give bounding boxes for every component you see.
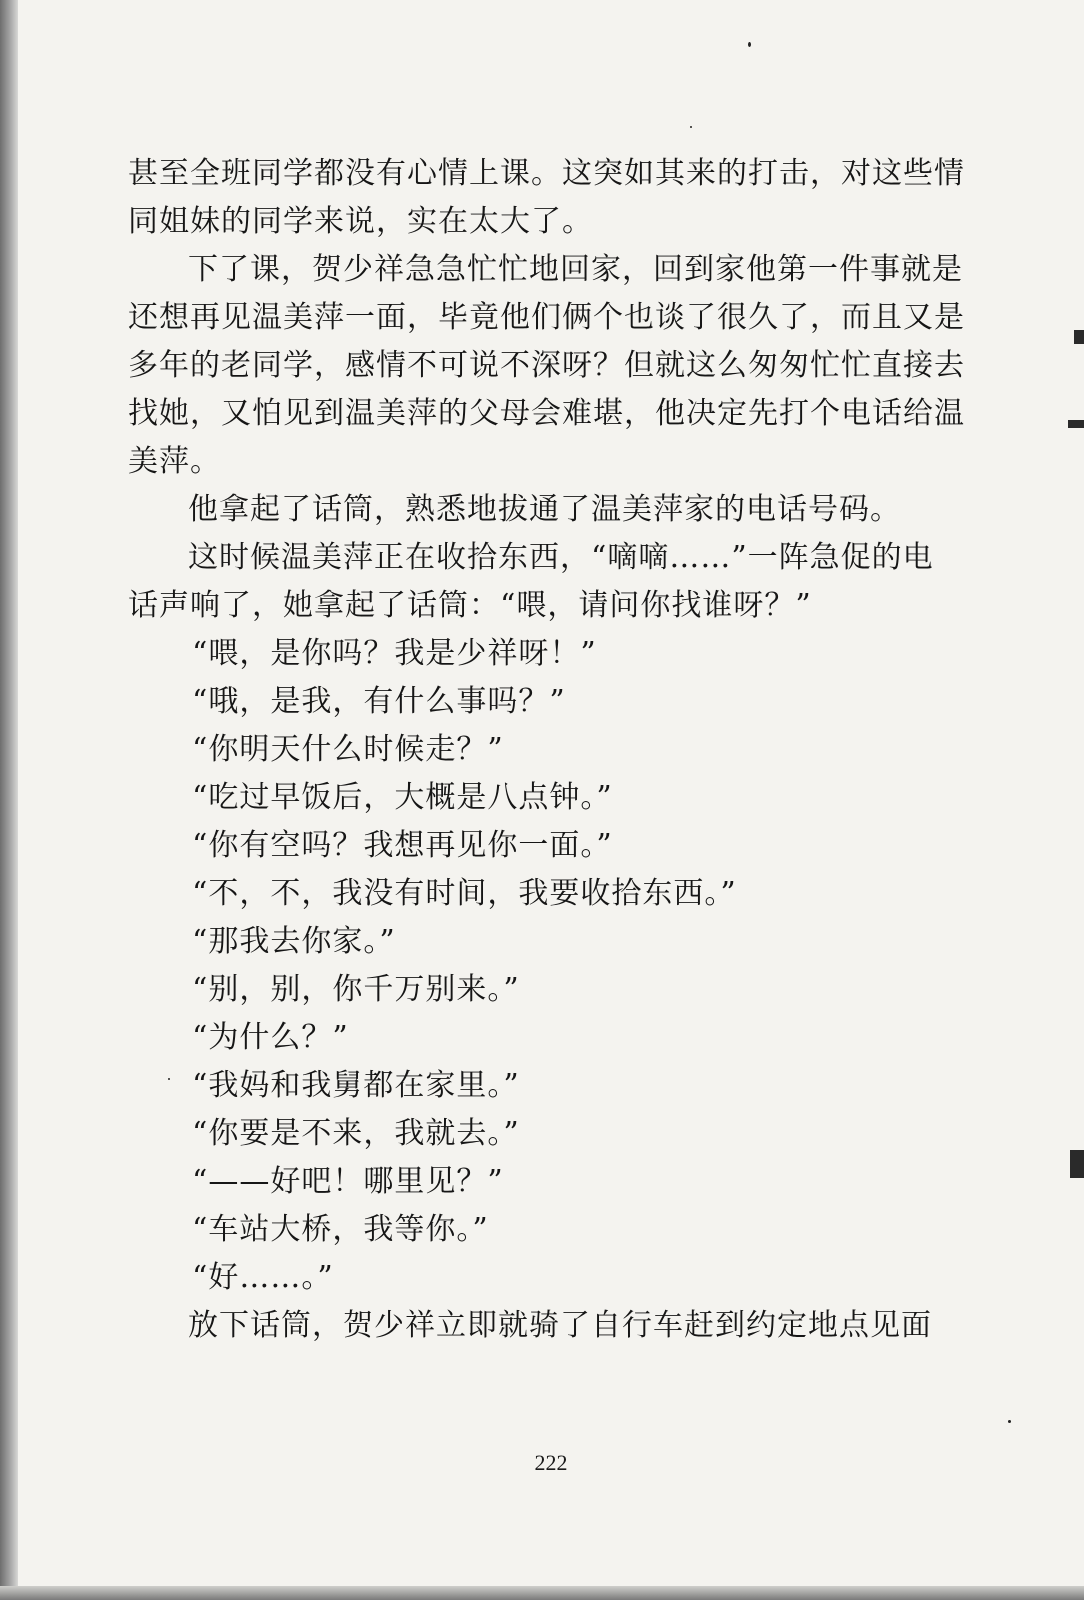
dialogue-line: “你要是不来，我就去。” [192, 1116, 520, 1151]
paragraph-start-line: 这时候温美萍正在收拾东西，“嘀嘀……”一阵急促的电 [188, 540, 934, 575]
scan-speck [690, 126, 692, 128]
dialogue-line: “你有空吗？我想再见你一面。” [192, 828, 613, 863]
dialogue-line: “不，不，我没有时间，我要收拾东西。” [192, 876, 737, 911]
body-text [128, 150, 978, 1350]
text-line: 话声响了，她拿起了话筒：“喂，请问你找谁呀？” [128, 588, 812, 623]
text-line: 同姐妹的同学来说，实在太大了。 [128, 204, 593, 239]
paragraph-start-line: 他拿起了话筒，熟悉地拔通了温美萍家的电话号码。 [188, 492, 901, 527]
dialogue-line: “吃过早饭后，大概是八点钟。” [192, 780, 613, 815]
dialogue-line: “——好吧！哪里见？” [192, 1164, 504, 1199]
dialogue-line: “我妈和我舅都在家里。” [192, 1068, 520, 1103]
dialogue-line: “车站大桥，我等你。” [192, 1212, 489, 1247]
paragraph-start-line: 下了课，贺少祥急急忙忙地回家，回到家他第一件事就是 [188, 252, 963, 287]
text-line: 多年的老同学，感情不可说不深呀？但就这么匆匆忙忙直接去 [128, 348, 965, 383]
scan-left-shadow [0, 0, 18, 1600]
scan-speck [748, 42, 751, 47]
dialogue-line: “那我去你家。” [192, 924, 396, 959]
book-page [18, 0, 1084, 1600]
text-line: 还想再见温美萍一面，毕竟他们俩个也谈了很久了，而且又是 [128, 300, 965, 335]
scan-speck [168, 1078, 170, 1080]
scan-bottom-edge [0, 1586, 1084, 1600]
scan-edge-mark [1074, 330, 1084, 344]
dialogue-line: “喂，是你吗？我是少祥呀！” [192, 636, 597, 671]
dialogue-line: “别，别，你千万别来。” [192, 972, 520, 1007]
dialogue-line: “你明天什么时候走？” [192, 732, 504, 767]
dialogue-line: “哦，是我，有什么事吗？” [192, 684, 566, 719]
scan-speck [1008, 1420, 1011, 1423]
text-line: 找她，又怕见到温美萍的父母会难堪，他决定先打个电话给温 [128, 396, 965, 431]
scan-edge-mark [1068, 420, 1084, 428]
text-line: 美萍。 [128, 444, 221, 479]
page-number: 222 [534, 1450, 568, 1475]
dialogue-line: “好……。” [192, 1260, 334, 1295]
scan-edge-mark [1070, 1150, 1084, 1178]
paragraph-start-line: 放下话筒，贺少祥立即就骑了自行车赶到约定地点见面 [188, 1308, 932, 1343]
text-line: 甚至全班同学都没有心情上课。这突如其来的打击，对这些情 [128, 156, 965, 191]
dialogue-line: “为什么？” [192, 1020, 349, 1055]
